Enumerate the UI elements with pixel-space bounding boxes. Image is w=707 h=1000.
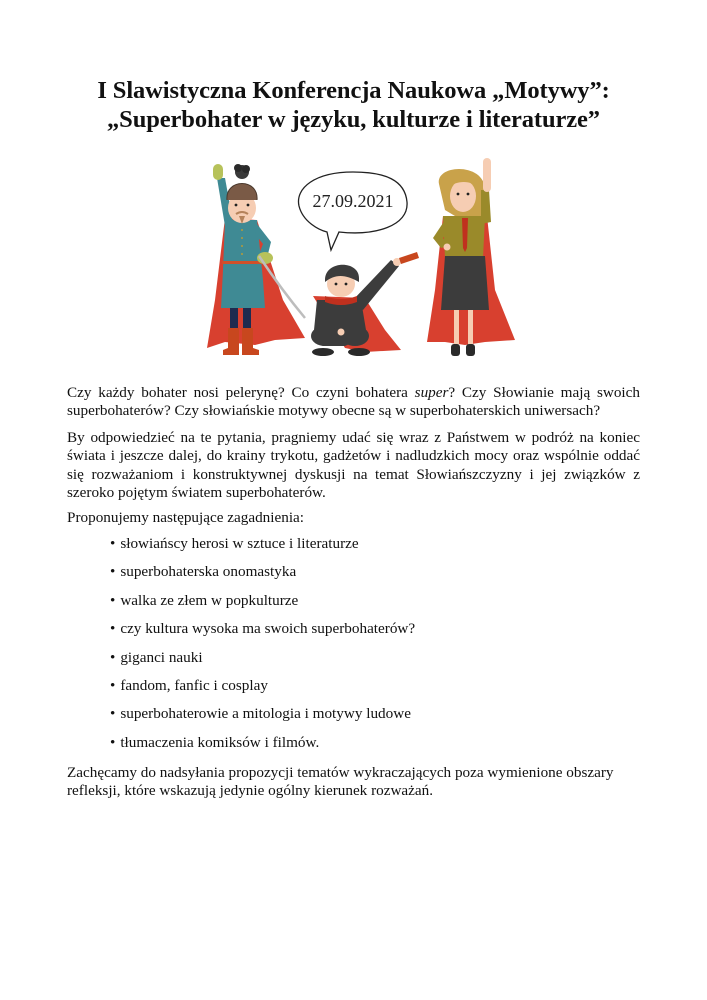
list-item (110, 705, 415, 733)
list-item-label: fandom, fanfic i cosplay (120, 676, 268, 694)
list-item-label: słowiańscy herosi w sztuce i literaturze (120, 535, 359, 552)
topics-list (110, 535, 415, 762)
ninja-hero-figure (311, 252, 419, 356)
list-item (110, 535, 415, 563)
list-item (110, 620, 415, 648)
title-line-1: I Slawistyczna Konferencja Naukowa „Motywy”: (97, 77, 610, 104)
hussar-hero-figure (207, 164, 305, 355)
intro-paragraph (67, 384, 640, 421)
intro-text-end: ? Czy Słowianie mają swoich superbohaterów? Czy słowiańskie motywy obecne są w superbohaterskich uniwersach? (67, 384, 640, 420)
intro-emphasis: super (414, 384, 449, 401)
list-item-label: walka ze złem w popkulturze (120, 591, 299, 609)
list-item-label: czy kultura wysoka ma swoich superbohaterów? (120, 620, 416, 638)
bullet-icon: • (110, 733, 116, 751)
scout-girl-hero-figure (427, 158, 515, 356)
list-item-label: superbohaterowie a mitologia i motywy ludowe (120, 705, 411, 723)
list-item (110, 649, 415, 677)
speech-bubble-date: 27.09.2021 (312, 191, 394, 211)
title-line-2: „Superbohater w języku, kulturze i literaturze” (107, 106, 600, 133)
closing-paragraph: Zachęcamy do nadsyłania propozycji tematów wykraczających poza wymienione obszary refleksji, które wskazują jedynie ogólny kierunek rozważań. (67, 764, 614, 800)
bullet-icon: • (110, 563, 116, 581)
list-item (110, 677, 415, 705)
superheroes-illustration (195, 150, 535, 365)
bullet-icon: • (110, 591, 116, 609)
list-item (110, 734, 415, 762)
bullet-icon: • (110, 648, 116, 666)
purpose-paragraph: By odpowiedzieć na te pytania, pragniemy udać się wraz z Państwem w podróż na koniec świata i jeszcze dalej, do krainy trykotu, gadżetów i nadludzkich mocy oraz wspólnie oddać się rozważaniom i konstruktywnej dyskusji na temat Słowiańszczyzny i jej związków z szeroko pojętym światem superbohaterów. (67, 429, 640, 501)
list-item-label: superbohaterska onomastyka (120, 563, 297, 581)
topics-intro: Proponujemy następujące zagadnienia: (67, 509, 305, 526)
list-item-label: giganci nauki (120, 648, 203, 666)
bullet-icon: • (110, 705, 116, 723)
intro-text-start: Czy każdy bohater nosi pelerynę? Co czyni bohatera (67, 384, 415, 401)
list-item-label: tłumaczenia komiksów i filmów. (120, 733, 320, 751)
list-item (110, 592, 415, 620)
list-item (110, 563, 415, 591)
bullet-icon: • (110, 620, 116, 638)
bullet-icon: • (110, 535, 116, 552)
bullet-icon: • (110, 676, 116, 694)
page-title (0, 76, 707, 134)
